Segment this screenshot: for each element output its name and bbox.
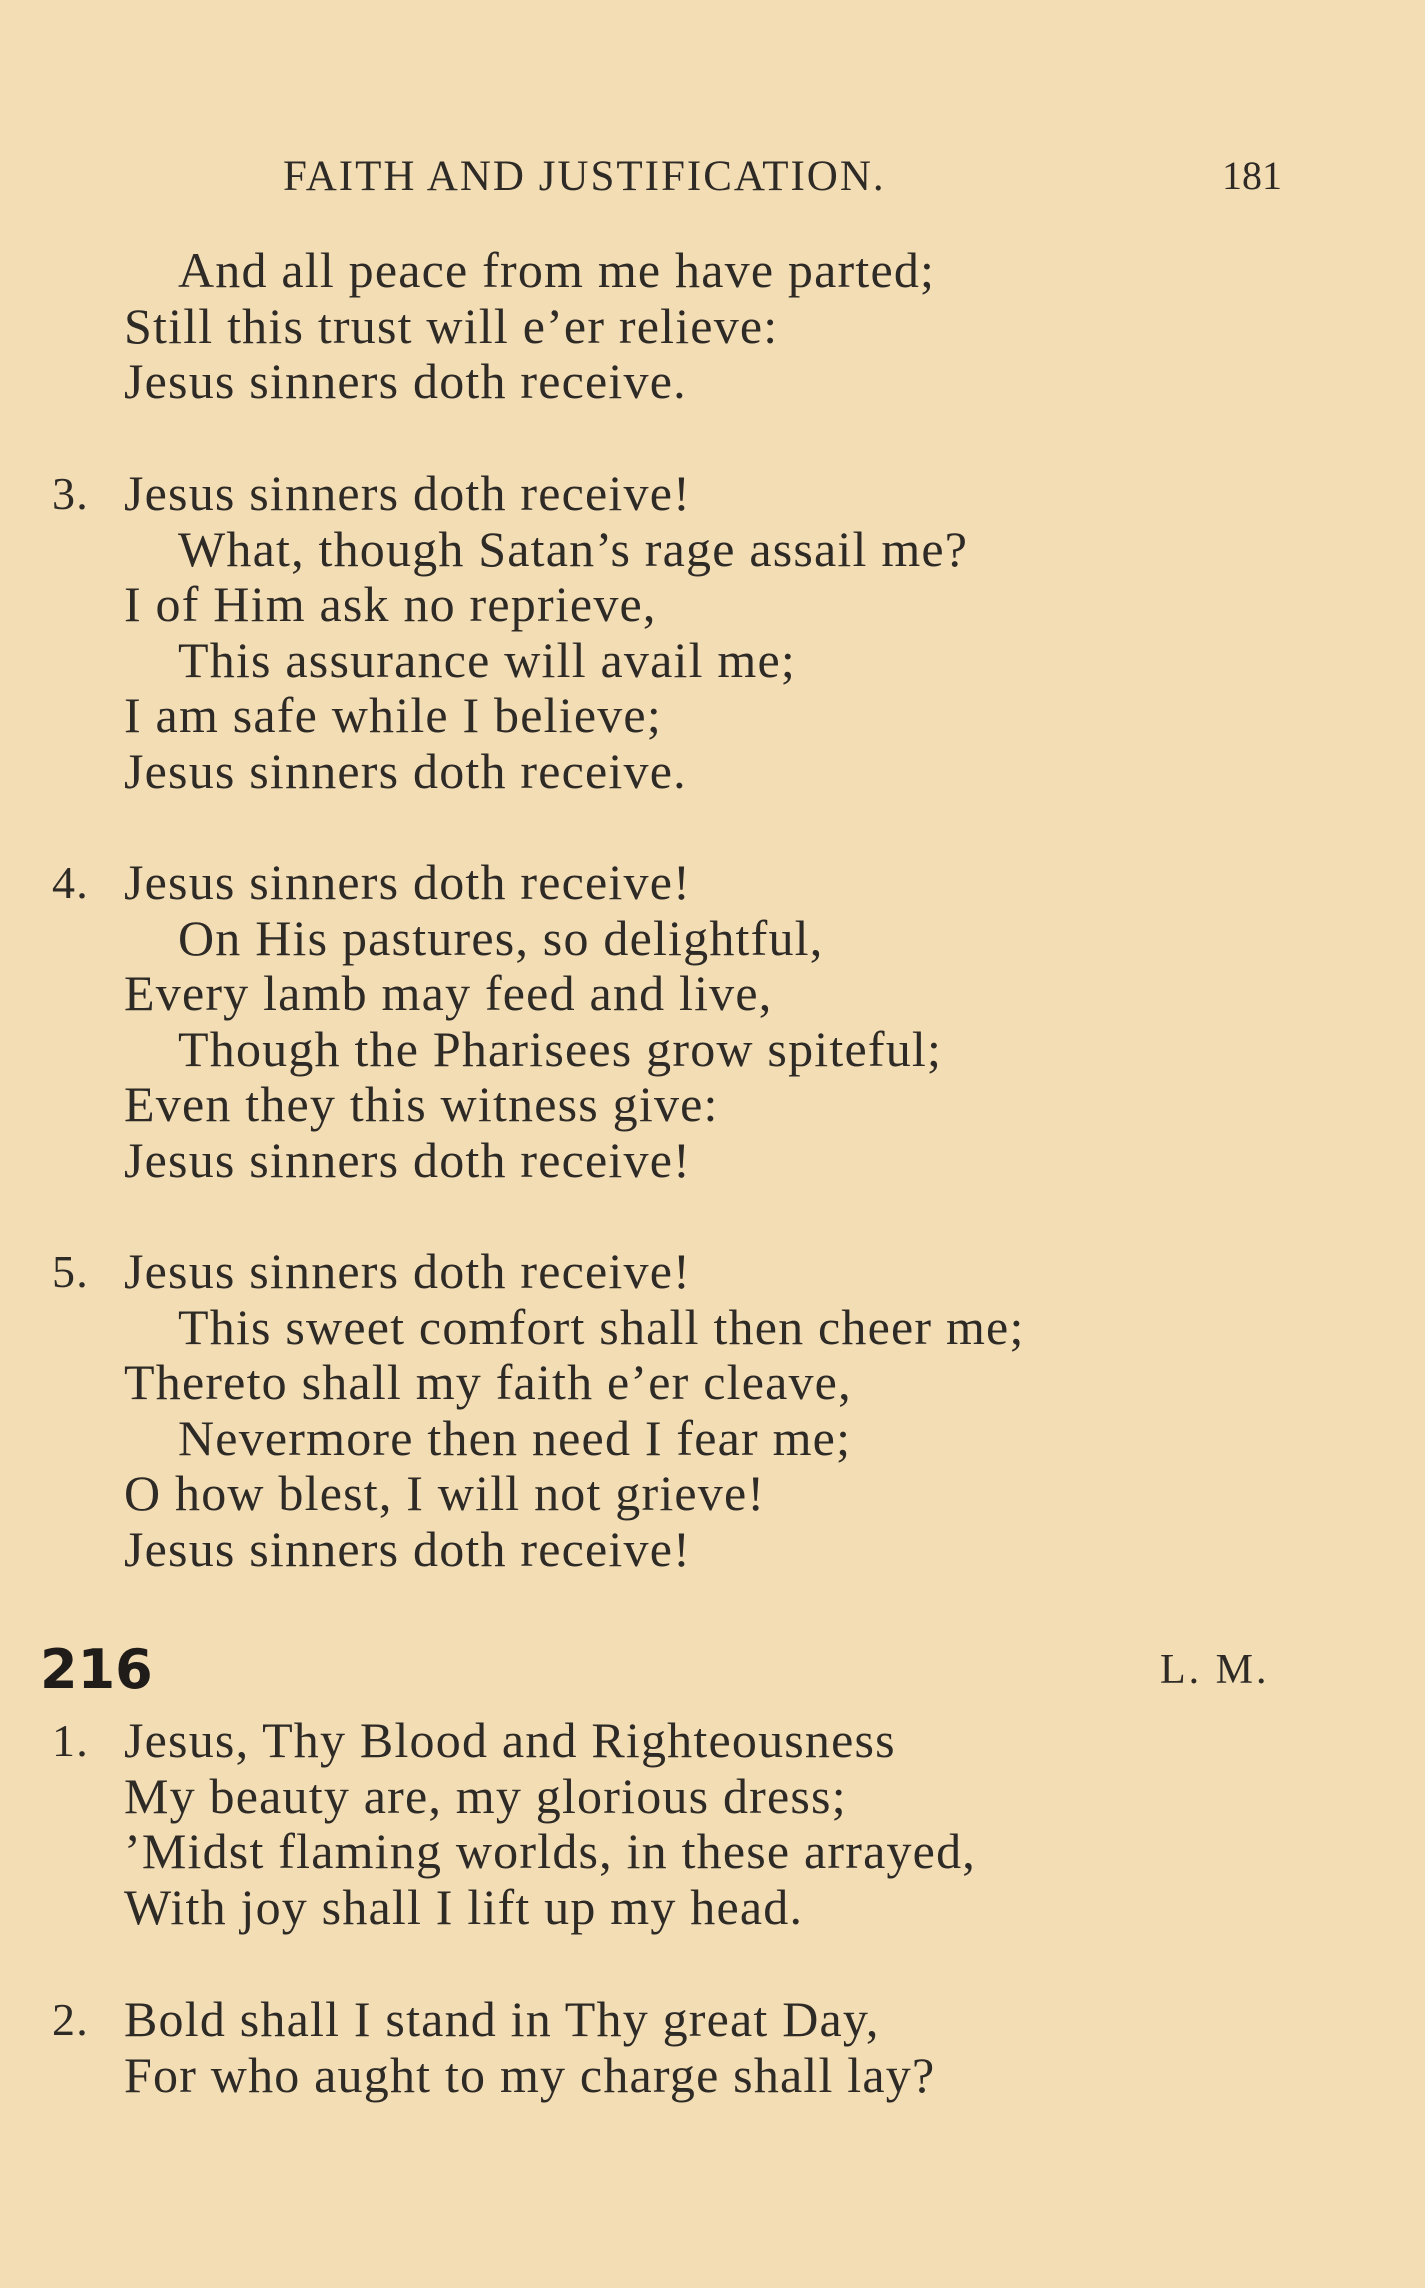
running-header (0, 152, 1425, 212)
verse-line: What, though Satan’s rage assail me? (178, 520, 969, 577)
stanza-number: 4. (52, 857, 89, 908)
section-title: FAITH AND JUSTIFICATION. (283, 153, 886, 200)
verse-line: O how blest, I will not grieve! (124, 1465, 766, 1521)
verse-line: Every lamb may feed and live, (124, 965, 773, 1021)
verse-line: 1. Jesus, Thy Blood and Righteousness (52, 1712, 896, 1768)
verse-line: Thereto shall my faith e’er cleave, (124, 1354, 852, 1410)
meter-label: L. M. (1160, 1647, 1270, 1693)
verse-line: Jesus sinners doth receive. (124, 742, 687, 799)
page-number: 181 (1222, 153, 1282, 198)
stanza-5 (0, 1244, 1425, 1577)
verse-line: ’Midst flaming worlds, in these arrayed, (124, 1823, 976, 1879)
verse-line: My beauty are, my glorious dress; (124, 1767, 847, 1824)
stanza-number: 3. (52, 468, 89, 519)
verse-line: For who aught to my charge shall lay? (124, 2046, 936, 2103)
verse-line: Though the Pharisees grow spiteful; (178, 1020, 943, 1077)
stanza-number: 5. (52, 1246, 89, 1297)
verse-line: Even they this witness give: (124, 1076, 719, 1132)
verse-line: 5. Jesus sinners doth receive! (52, 1243, 691, 1299)
verse-line: Jesus sinners doth receive. (124, 353, 687, 409)
verse-line: This assurance will avail me; (178, 631, 796, 688)
verse-line: And all peace from me have parted; (178, 242, 936, 298)
hymn-number: 216 (40, 1638, 153, 1701)
stanza-3 (0, 466, 1425, 799)
stanza-number: 1. (52, 1715, 89, 1766)
verse-line: I am safe while I believe; (124, 687, 662, 743)
verse-line: With joy shall I lift up my head. (124, 1878, 804, 1935)
continuation-lines (0, 243, 1425, 410)
hymn-216-stanza-1 (0, 1713, 1425, 1935)
verse-line: 3. Jesus sinners doth receive! (52, 465, 691, 521)
stanza-4 (0, 855, 1425, 1188)
stanza-number: 2. (52, 1994, 89, 2045)
verse-line: This sweet comfort shall then cheer me; (178, 1298, 1025, 1355)
verse-line: On His pastures, so delightful, (178, 909, 824, 966)
verse-line: Nevermore then need I fear me; (178, 1409, 852, 1466)
hymn-216-stanza-2 (0, 1992, 1425, 2103)
verse-line: Still this trust will e’er relieve: (124, 297, 779, 354)
verse-line: I of Him ask no reprieve, (124, 576, 657, 632)
verse-line: 4. Jesus sinners doth receive! (52, 854, 691, 910)
verse-line: Jesus sinners doth receive! (124, 1131, 691, 1188)
hymn-heading (0, 1638, 1425, 1702)
verse-line: 2. Bold shall I stand in Thy great Day, (52, 1991, 880, 2047)
verse-line: Jesus sinners doth receive! (124, 1520, 691, 1577)
